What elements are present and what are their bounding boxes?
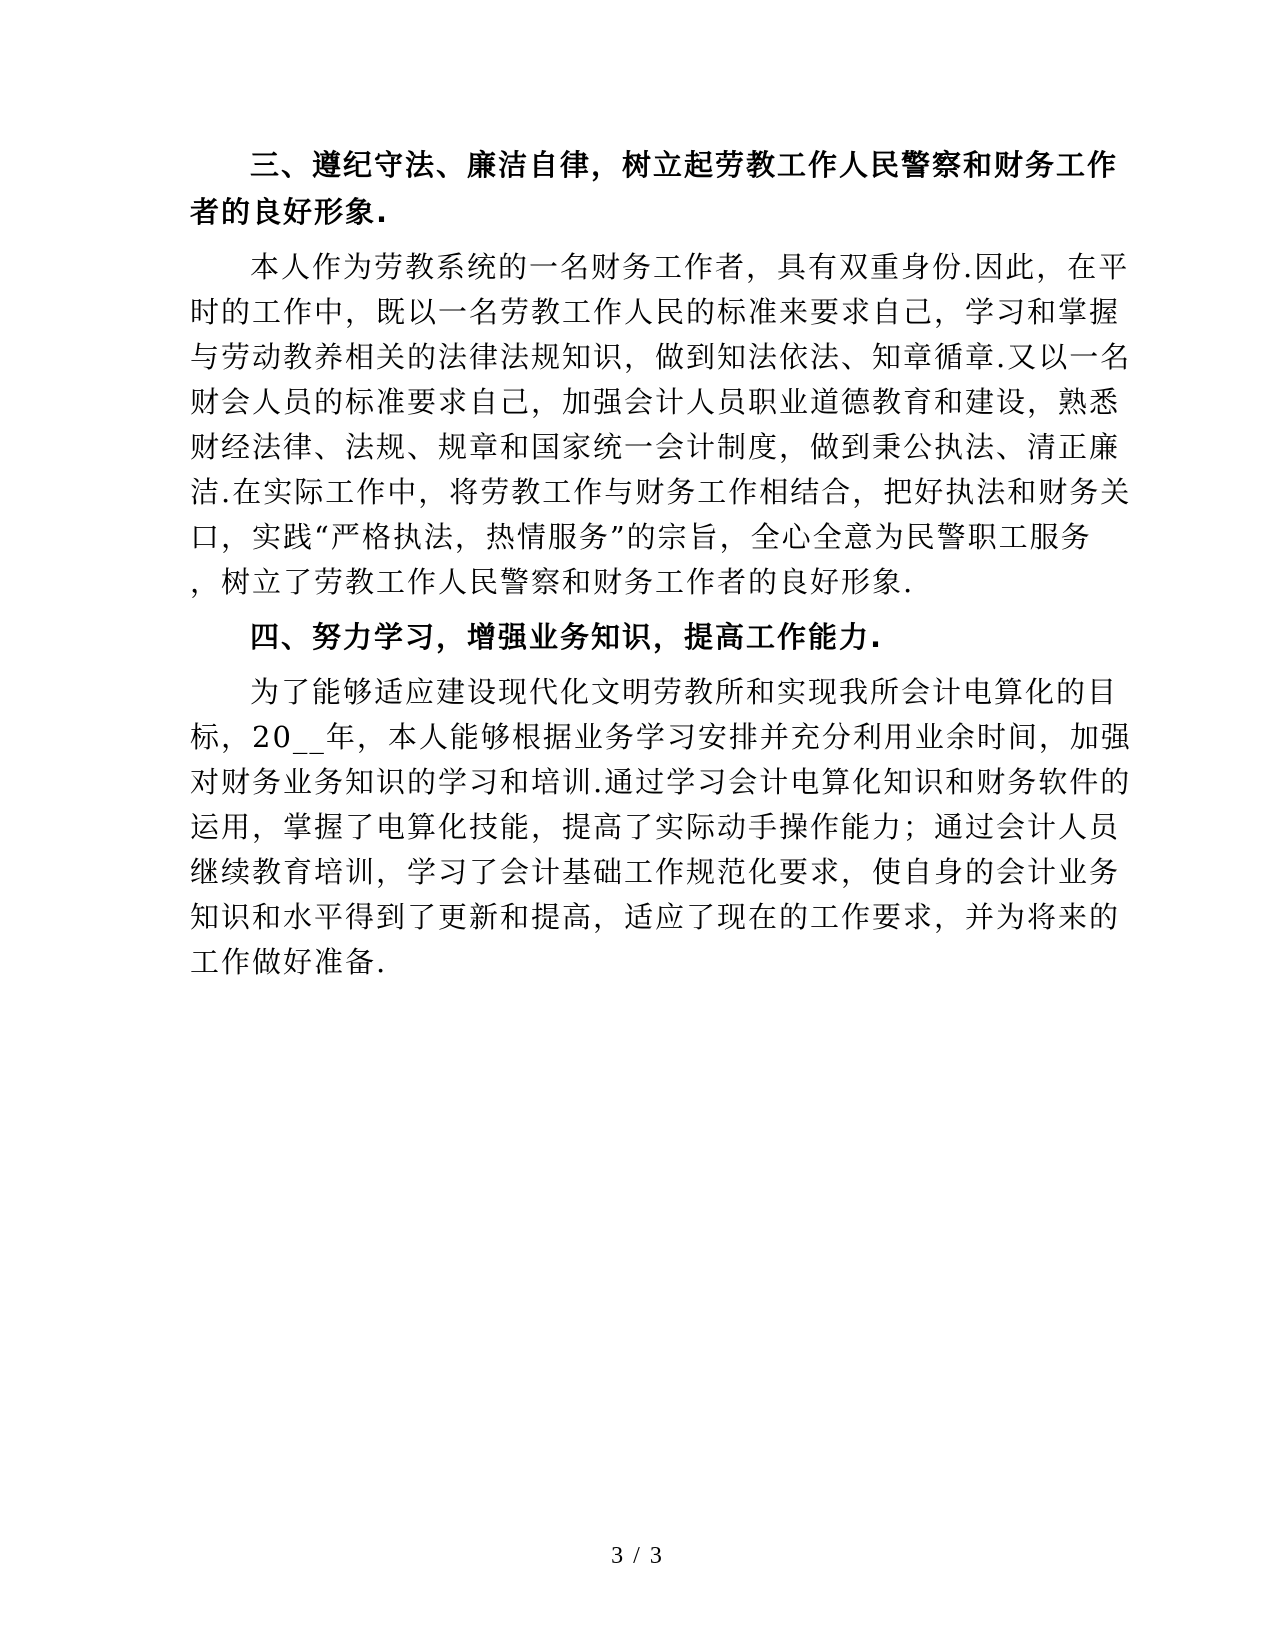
- section-4-paragraph-line: 为了能够适应建设现代化文明劳教所和实现我所会计电算化的目: [250, 675, 1119, 709]
- section-3-paragraph-line: 时的工作中，既以一名劳教工作人民的标准来要求自己，学习和掌握: [190, 295, 1121, 329]
- section-3-paragraph-line: 财会人员的标准要求自己，加强会计人员职业道德教育和建设，熟悉: [190, 385, 1121, 419]
- section-4-heading: 四、努力学习，增强业务知识，提高工作能力.: [250, 620, 884, 654]
- section-3-paragraph-line: ，树立了劳教工作人民警察和财务工作者的良好形象.: [190, 565, 915, 599]
- section-4-paragraph-line: 继续教育培训，学习了会计基础工作规范化要求，使自身的会计业务: [190, 855, 1121, 889]
- page-number: 3 / 3: [611, 1543, 664, 1569]
- section-3-paragraph-line: 与劳动教养相关的法律法规知识，做到知法依法、知章循章.又以一名: [190, 340, 1132, 374]
- section-3-paragraph-line: 口，实践“严格执法，热情服务”的宗旨，全心全意为民警职工服务: [190, 520, 1092, 554]
- section-3-heading-line-1: 三、遵纪守法、廉洁自律，树立起劳教工作人民警察和财务工作: [250, 148, 1119, 182]
- section-4-paragraph-line: 工作做好准备.: [190, 945, 388, 979]
- section-3-heading-line-2: 者的良好形象.: [190, 195, 390, 229]
- section-4-paragraph-line: 运用，掌握了电算化技能，提高了实际动手操作能力；通过会计人员: [190, 810, 1121, 844]
- section-3-paragraph-line: 本人作为劳教系统的一名财务工作者，具有双重身份.因此，在平: [250, 250, 1130, 284]
- section-4-paragraph-line: 标，20__年，本人能够根据业务学习安排并充分利用业余时间，加强: [190, 720, 1132, 754]
- section-4-paragraph-line: 知识和水平得到了更新和提高，适应了现在的工作要求，并为将来的: [190, 900, 1121, 934]
- section-4-paragraph-line: 对财务业务知识的学习和培训.通过学习会计电算化知识和财务软件的: [190, 765, 1132, 799]
- section-3-paragraph-line: 洁.在实际工作中，将劳教工作与财务工作相结合，把好执法和财务关: [190, 475, 1132, 509]
- section-3-paragraph-line: 财经法律、法规、规章和国家统一会计制度，做到秉公执法、清正廉: [190, 430, 1121, 464]
